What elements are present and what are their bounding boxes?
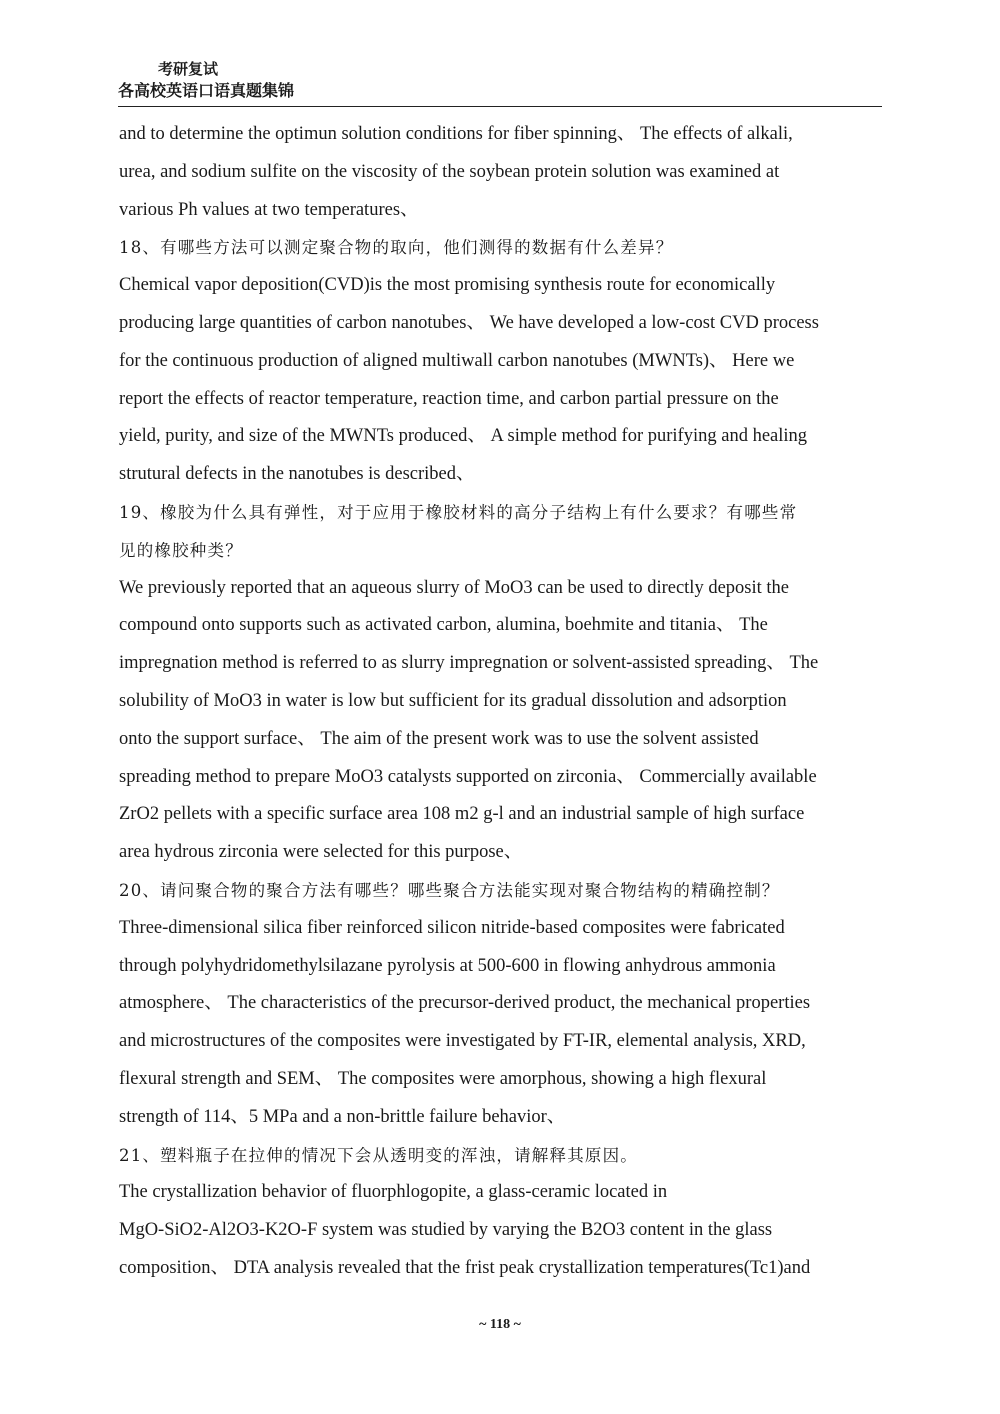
header-title-line1: 考研复试	[158, 60, 219, 78]
question-line: 见的橡胶种类？	[119, 540, 243, 560]
text-line: strutural defects in the nanotubes is described、	[119, 464, 475, 485]
text-line: through polyhydridomethylsilazane pyrolysis at 500-600 in flowing anhydrous ammonia	[119, 955, 776, 976]
text-line: compound onto supports such as activated carbon, alumina, boehmite and titania、 The	[119, 615, 768, 636]
page-body	[119, 116, 889, 1288]
text-line: The crystallization behavior of fluorphlogopite, a glass-ceramic located in	[119, 1182, 668, 1203]
text-line: solubility of MoO3 in water is low but sufficient for its gradual dissolution and adsorption	[119, 690, 787, 711]
question-line: 19、橡胶为什么具有弹性，对于应用于橡胶材料的高分子结构上有什么要求？有哪些常	[119, 502, 798, 522]
text-line: strength of 114、5 MPa and a non-brittle failure behavior、	[119, 1106, 566, 1127]
text-line: and to determine the optimun solution conditions for fiber spinning、 The effects of alkali,	[119, 124, 793, 144]
text-line: area hydrous zirconia were selected for this purpose、	[119, 842, 523, 863]
text-line: ZrO2 pellets with a specific surface area 108 m2 g-l and an industrial sample of high surface	[119, 804, 805, 825]
text-line: onto the support surface、 The aim of the present work was to use the solvent assisted	[119, 728, 759, 749]
question-line: 18、有哪些方法可以测定聚合物的取向，他们测得的数据有什么差异？	[119, 238, 674, 258]
text-line: flexural strength and SEM、 The composites were amorphous, showing a high flexural	[119, 1068, 767, 1089]
text-line: urea, and sodium sulfite on the viscosity of the soybean protein solution was examined at	[119, 161, 780, 182]
text-line: report the effects of reactor temperature, reaction time, and carbon partial pressure on the	[119, 388, 779, 409]
text-line: MgO-SiO2-Al2O3-K2O-F system was studied by varying the B2O3 content in the glass	[119, 1220, 773, 1241]
text-line: spreading method to prepare MoO3 catalysts supported on zirconia、 Commercially available	[119, 766, 817, 787]
text-line: producing large quantities of carbon nanotubes、 We have developed a low-cost CVD process	[119, 312, 819, 333]
page-number: ~ 118 ~	[479, 1317, 521, 1332]
header-title-line2: 各高校英语口语真题集锦	[118, 81, 295, 100]
question-line: 20、请问聚合物的聚合方法有哪些？哪些聚合方法能实现对聚合物结构的精确控制？	[119, 880, 780, 900]
text-line: Chemical vapor deposition(CVD)is the most promising synthesis route for economically	[119, 275, 776, 296]
text-line: for the continuous production of aligned multiwall carbon nanotubes (MWNTs)、 Here we	[119, 350, 795, 371]
text-line: composition、 DTA analysis revealed that the frist peak crystallization temperatures(Tc1)and	[119, 1257, 811, 1278]
text-line: and microstructures of the composites were investigated by FT-IR, elemental analysis, XRD,	[119, 1031, 806, 1052]
text-line: atmosphere、 The characteristics of the precursor-derived product, the mechanical properties	[119, 993, 811, 1014]
text-line: impregnation method is referred to as slurry impregnation or solvent-assisted spreading、 The	[119, 653, 819, 674]
text-line: We previously reported that an aqueous slurry of MoO3 can be used to directly deposit the	[119, 577, 789, 598]
text-line: Three-dimensional silica fiber reinforced silicon nitride-based composites were fabricated	[119, 917, 785, 938]
text-line: various Ph values at two temperatures、	[119, 199, 419, 220]
question-line: 21、塑料瓶子在拉伸的情况下会从透明变的浑浊，请解释其原因。	[119, 1145, 638, 1165]
running-header	[118, 58, 882, 107]
text-line: yield, purity, and size of the MWNTs produced、 A simple method for purifying and healing	[119, 426, 808, 447]
